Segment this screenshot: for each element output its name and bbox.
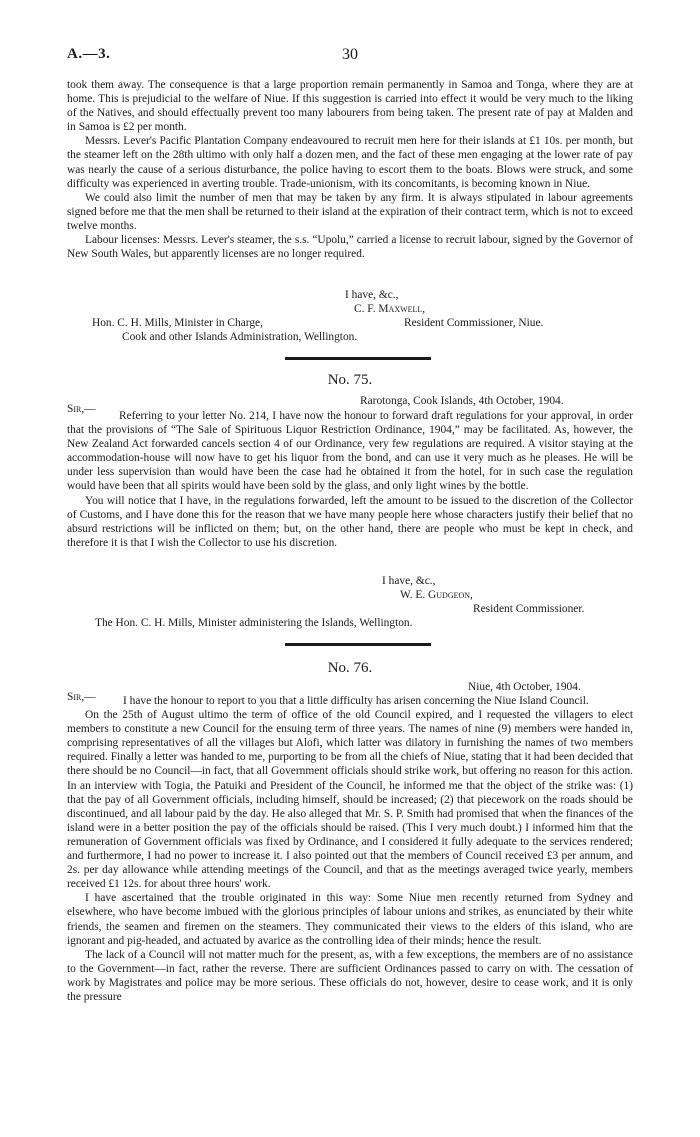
closing: I have, &c., [345,289,399,301]
paragraph: Referring to your letter No. 214, I have now the honour to forward draft regulations for your approval, in order that the provisions of “The Sale of Spirituous Liquor Restriction Ordinance, 1904,” may be facilitated. As, however, the New Zealand Act forwarded cancels section 4 of our Ordinance, very few regulations are required. A visitor staying at the accommodation-house will now have to get his liquor from the bond, and can use it very much as he pleases. He will be under less supervision than would have been the case had he obtained it from the hotel, for in such case the regulation would have been that all spirits would have been sold by the glass, and only light wines by the bottle. [67,410,633,493]
addressee: The Hon. C. H. Mills, Minister administering the Islands, Wellington. [95,617,413,629]
section-divider [285,357,431,360]
paragraph: took them away. The consequence is that a large proportion remain permanently in Samoa and Tonga, where they are at home. This is prejudicial to the welfare of Niue. If this suggestion is carried into effect it would be very much to the liking of the Natives, and should effectually prevent too many labourers from being taken. The present rate of pay at Malden and in Samoa is £2 per month. [67,79,633,134]
closing: I have, &c., [382,575,436,587]
salutation: Sir,— [67,403,96,415]
letter-number: No. 76. [327,660,373,676]
page-number: 30 [342,46,358,63]
paragraph: Labour licenses: Messrs. Lever's steamer, the s.s. “Upolu,” carried a license to recruit labour, signed by the Governor of New South Wales, but apparently licenses are no longer required. [67,234,633,261]
paragraph: The lack of a Council will not matter much for the present, as, with a few exceptions, the members are of no assistance to the Government—in fact, rather the reverse. There are sufficient Ordinances passed to carry on with. The cessation of work by Magistrates and police may be more serious. These officials do not, however, desire to cease work, and it is only the pressure [67,948,633,1003]
signature: C. F. Maxwell, [354,303,426,315]
signatory-title: Resident Commissioner. [473,603,585,615]
letter-number: No. 75. [327,372,373,388]
paragraph: I have the honour to report to you that a little difficulty has arisen concerning the Niue Island Council. [123,695,589,707]
paragraph: I have ascertained that the trouble originated in this way: Some Niue men recently returned from Sydney and elsewhere, who have become imbued with the glorious principles of labour unions and strikes, as enunciated by their white friends, the seamen and firemen on the steamers. They communicated their views to the elders of this island, who are ignorant and pig-headed, and actuated by avarice as the controlling idea of their minds; hence the result. [67,892,633,947]
section-divider [285,643,431,646]
letter-74-body [67,78,633,261]
salutation: Sir,— [67,691,96,703]
department: Cook and other Islands Administration, Wellington. [122,331,358,343]
paragraph: You will notice that I have, in the regulations forwarded, left the amount to be issued to the discretion of the Collector of Customs, and I have done this for the reason that we have many people here whose characters justify their belief that no absurd restrictions will be inflicted on them; but, on the other hand, there are people who must be kept in check, and therefore it is that I wish the Collector to use his discretion. [67,494,633,549]
paragraph: We could also limit the number of men that may be taken by any firm. It is always stipulated in labour agreements signed before me that the men shall be returned to their island at the expiration of their contract term, which is not to exceed twelve months. [67,191,633,232]
paragraph: Messrs. Lever's Pacific Plantation Company endeavoured to recruit men here for their islands at £1 10s. per month, but the steamer left on the 28th ultimo with only half a dozen men, and the fact of these men engaging at the lower rate of pay was nearly the cause of a serious disturbance, the police having to escort them to the boats. Blows were struck, and some difficulty was experienced in averting trouble. Trade-unionism, with its concomitants, is becoming known in Niue. [67,135,633,190]
letter-76-body [67,694,633,1004]
place-date: Rarotonga, Cook Islands, 4th October, 1904. [360,395,564,407]
signature: W. E. Gudgeon, [400,589,473,601]
place-date: Niue, 4th October, 1904. [468,681,581,693]
paragraph: On the 25th of August ultimo the term of office of the old Council expired, and I requested the villagers to elect members to constitute a new Council for the ensuing term of three years. The names of nine (9) members were handed in, comprising representatives of all the villages but Alofi, which latter was dilatory in furnishing the names of two members required. Finally a letter was handed to me, purporting to be from all the chiefs of Niue, stating that it had been decided that there should be no Council—in fact, that all Government officials should strike work, but offering no reason for this action. In an interview with Togia, the Patuiki and President of the Council, he informed me that the object of the strike was: (1) that the pay of all Government officials, including himself, should be increased; (2) that piecework on the roads should be discontinued, and all labour paid by the day. He also alleged that Mr. S. P. Smith had promised that when the finances of the island were in a better position the pay of the officials should be raised. (This I very much doubt.) I informed him that the remuneration of Government officials was fixed by Ordinance, and I considered it fully adequate to the services rendered; and furthermore, I had no power to increase it. I also pointed out that the members of Council received £3 per annum, and 2s. per day allowance while attending meetings of the Council, and that as the meetings averaged twice yearly, members received £1 12s. for about three hours' work. [67,709,633,891]
letter-75-body [67,409,633,550]
section-reference: A.—3. [67,46,111,62]
signatory-title: Resident Commissioner, Niue. [404,317,544,329]
addressee: Hon. C. H. Mills, Minister in Charge, [92,317,263,329]
